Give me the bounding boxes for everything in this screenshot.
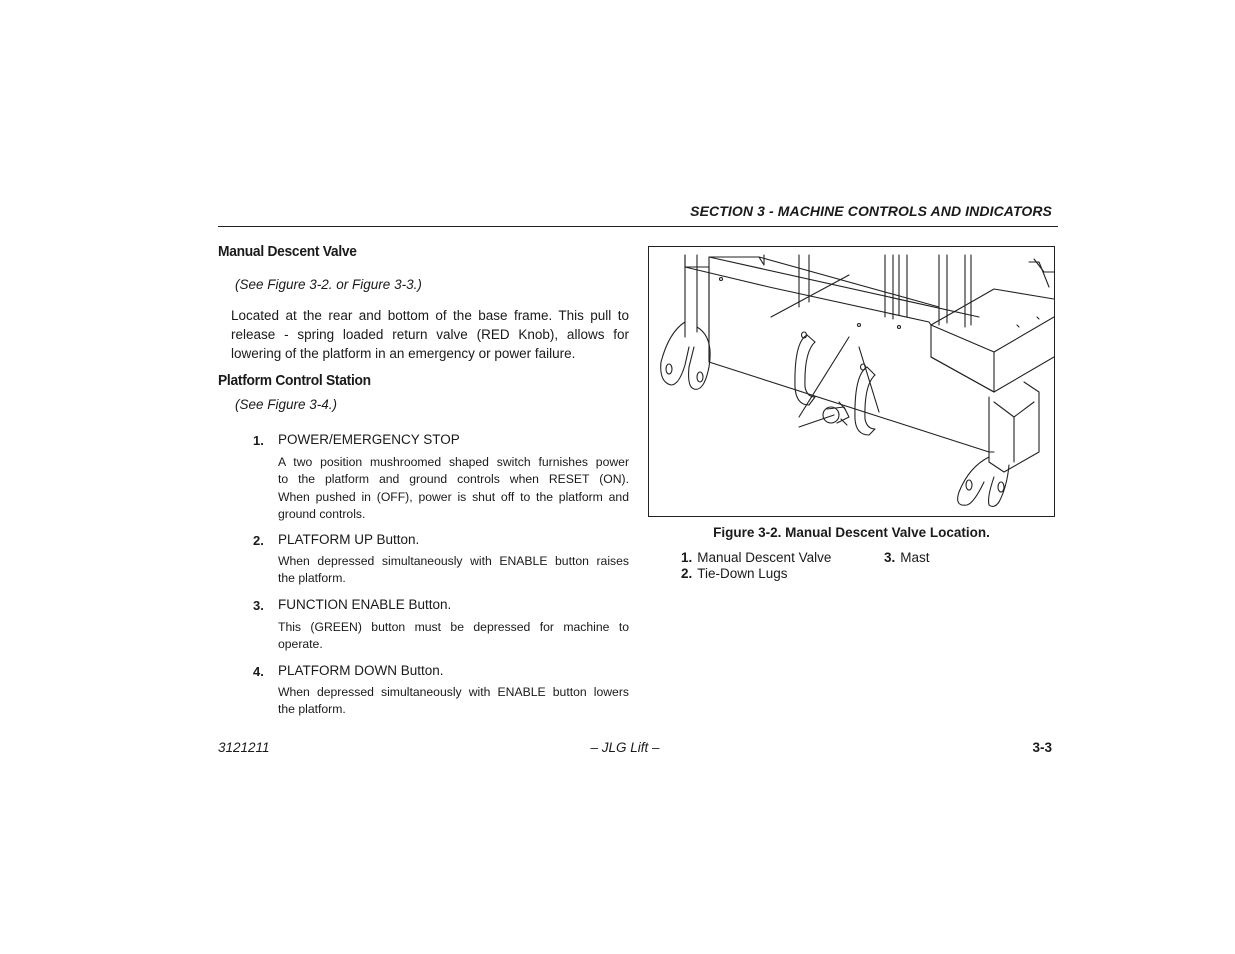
legend-number: 1.: [681, 550, 693, 565]
paragraph-line: lowering of the platform in an emergency or power failure.: [231, 346, 576, 361]
desc-line: the platform.: [278, 702, 346, 717]
item-title: PLATFORM DOWN Button.: [278, 663, 444, 678]
desc-line: operate.: [278, 637, 323, 652]
header-divider: [218, 226, 1058, 227]
item-number: 3.: [253, 598, 264, 613]
section-header: SECTION 3 - MACHINE CONTROLS AND INDICATORS: [690, 203, 1052, 219]
paragraph-line: release - spring loaded return valve (RED Knob), allows for: [231, 327, 629, 342]
legend-label: Mast: [900, 550, 930, 565]
figure-illustration: [648, 246, 1055, 517]
desc-line: the platform.: [278, 571, 346, 586]
desc-line: to the platform and ground controls when RESET (ON).: [278, 472, 629, 487]
item-description: [278, 553, 629, 588]
legend-label: Manual Descent Valve: [697, 550, 832, 565]
item-number: 1.: [253, 433, 264, 448]
platform-control-heading: Platform Control Station: [218, 372, 371, 389]
item-title: POWER/EMERGENCY STOP: [278, 432, 460, 447]
desc-line: ground controls.: [278, 506, 366, 521]
platform-control-see-ref: (See Figure 3-4.): [235, 397, 338, 412]
legend-number: 2.: [681, 566, 693, 581]
footer-center-text: – JLG Lift –: [590, 740, 660, 755]
manual-descent-paragraph: [231, 306, 629, 363]
item-number: 4.: [253, 664, 264, 679]
manual-descent-heading: Manual Descent Valve: [218, 243, 357, 260]
desc-line: When depressed simultaneously with ENABLE button raises: [278, 554, 629, 568]
figure-legend-item: [681, 566, 788, 581]
desc-line: When depressed simultaneously with ENABLE button lowers: [278, 685, 629, 699]
item-description: [278, 454, 629, 523]
footer-page-number: 3-3: [1032, 740, 1052, 755]
desc-line: A two position mushroomed shaped switch furnishes power: [278, 455, 629, 469]
desc-line: This (GREEN) button must be depressed for machine to: [278, 620, 629, 634]
legend-label: Tie-Down Lugs: [697, 566, 788, 581]
manual-descent-see-ref: (See Figure 3-2. or Figure 3-3.): [235, 277, 422, 292]
item-description: [278, 619, 629, 654]
base-frame-line-drawing: [649, 247, 1055, 517]
footer-doc-number: 3121211: [218, 740, 270, 755]
legend-number: 3.: [884, 550, 896, 565]
item-title: FUNCTION ENABLE Button.: [278, 597, 452, 612]
item-description: [278, 684, 629, 719]
figure-legend-item: [681, 550, 831, 565]
item-number: 2.: [253, 533, 264, 548]
figure-legend-item: [884, 550, 930, 565]
figure-caption: Figure 3-2. Manual Descent Valve Location.: [713, 525, 990, 540]
item-title: PLATFORM UP Button.: [278, 532, 420, 547]
paragraph-line: Located at the rear and bottom of the base frame. This pull to: [231, 308, 629, 323]
desc-line: When pushed in (OFF), power is shut off to the platform and: [278, 489, 629, 504]
